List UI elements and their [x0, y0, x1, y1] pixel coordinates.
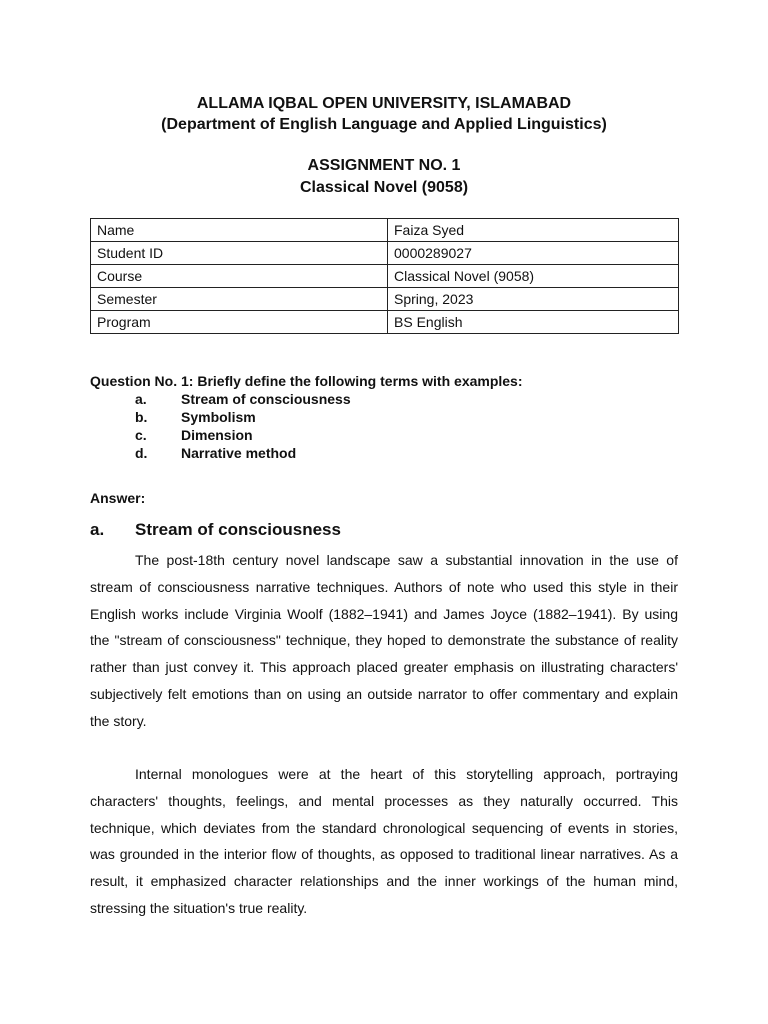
department-title: (Department of English Language and Applied Linguistics): [161, 116, 607, 133]
info-value: Classical Novel (9058): [388, 265, 679, 288]
table-row: [91, 288, 679, 311]
course-title: Classical Novel (9058): [299, 179, 469, 196]
table-row: [91, 311, 679, 334]
info-key: Student ID: [91, 242, 388, 265]
answer-label: Answer:: [90, 490, 146, 506]
list-item-term: Symbolism: [181, 409, 256, 425]
student-info-table: [90, 218, 679, 334]
list-item-term: Stream of consciousness: [181, 391, 351, 407]
table-row: [91, 265, 679, 288]
body-paragraph: The post-18th century novel landscape saw a substantial innovation in the use of stream of consciousness narrative techniques. Authors of note who used this style in their English works include Virginia Woolf (1882–1941) and James Joyce (1882–1941). By using the "stream of consciousness" technique, they hoped to demonstrate the substance of reality rather than just convey it. This approach placed greater emphasis on illustrating characters' subjectively felt emotions than on using an outside narrator to offer commentary and explain the story.: [90, 552, 678, 729]
info-value: 0000289027: [388, 242, 679, 265]
question-term-list: [135, 390, 351, 462]
table-row: [91, 219, 679, 242]
info-key: Course: [91, 265, 388, 288]
info-key: Name: [91, 219, 388, 242]
section-letter: a.: [90, 520, 105, 539]
list-item-letter: c.: [135, 427, 147, 443]
list-item: [135, 444, 351, 462]
table-row: [91, 242, 679, 265]
list-item-letter: d.: [135, 445, 148, 461]
info-value: Faiza Syed: [388, 219, 679, 242]
assignment-title: ASSIGNMENT NO. 1: [307, 157, 461, 174]
list-item-letter: a.: [135, 391, 147, 407]
list-item: [135, 426, 351, 444]
question-heading: Question No. 1: Briefly define the following terms with examples:: [90, 373, 523, 389]
info-value: Spring, 2023: [388, 288, 679, 311]
university-title: ALLAMA IQBAL OPEN UNIVERSITY, ISLAMABAD: [196, 95, 572, 112]
section-heading: [90, 520, 341, 540]
info-value: BS English: [388, 311, 679, 334]
list-item-term: Narrative method: [181, 445, 297, 461]
list-item: [135, 390, 351, 408]
body-paragraph: Internal monologues were at the heart of this storytelling approach, portraying characters' thoughts, feelings, and mental processes as they naturally occurred. This technique, which deviates from the standard chronological sequencing of events in stories, was grounded in the interior flow of thoughts, as opposed to traditional linear narratives. As a result, it emphasized character relationships and the inner workings of the human mind, stressing the situation's true reality.: [90, 766, 678, 916]
info-key: Program: [91, 311, 388, 334]
list-item-term: Dimension: [181, 427, 253, 443]
section-title: Stream of consciousness: [135, 520, 341, 539]
list-item: [135, 408, 351, 426]
list-item-letter: b.: [135, 409, 148, 425]
info-key: Semester: [91, 288, 388, 311]
